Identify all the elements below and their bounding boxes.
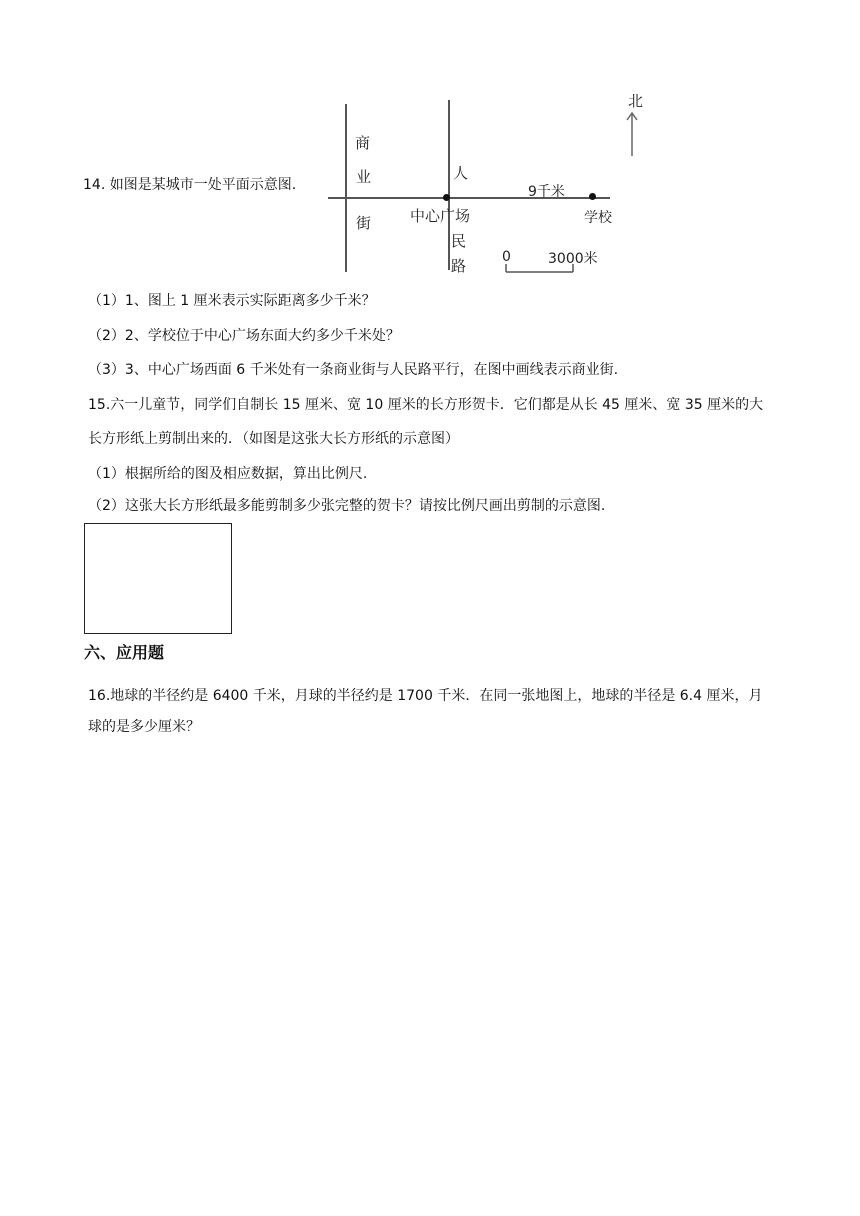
section-6-title: 六、应用题	[84, 643, 165, 662]
peoples-road-char-1: 人	[453, 164, 469, 182]
center-plaza-label: 中心广场	[410, 207, 471, 225]
large-paper-rectangle	[84, 523, 232, 634]
center-plaza-dot	[443, 194, 450, 201]
commercial-street-char-3: 街	[356, 214, 372, 232]
scale-bar	[505, 262, 575, 274]
distance-label: 9千米	[528, 184, 565, 200]
commercial-street-char-1: 商	[355, 134, 371, 152]
school-label: 学校	[584, 210, 612, 226]
q14-sub3: （3）3、中心广场西面 6 千米处有一条商业街与人民路平行，在图中画线表示商业街.	[88, 362, 619, 378]
peoples-road-char-2: 民	[451, 232, 467, 250]
commercial-street-line	[345, 104, 347, 272]
q16-line1: 16.地球的半径约是 6400 千米，月球的半径约是 1700 千米．在同一张地图上，地球的半径是 6.4 厘米，月	[88, 688, 763, 704]
q15-sub2: （2）这张大长方形纸最多能剪制多少张完整的贺卡？请按比例尺画出剪制的示意图.	[88, 498, 606, 514]
north-label: 北	[628, 92, 644, 110]
peoples-road-line	[448, 100, 450, 270]
q16-line2: 球的是多少厘米？	[88, 719, 200, 735]
q15-sub1: （1）根据所给的图及相应数据，算出比例尺.	[88, 466, 368, 482]
commercial-street-char-2: 业	[356, 168, 372, 186]
scale-value-label: 3000米	[548, 251, 598, 267]
scale-zero-label: 0	[502, 249, 511, 265]
north-arrow-icon	[624, 110, 640, 158]
q14-sub2: （2）2、学校位于中心广场东面大约多少千米处？	[88, 328, 400, 344]
school-dot	[589, 193, 596, 200]
q14-intro: 14. 如图是某城市一处平面示意图.	[83, 177, 297, 193]
peoples-road-char-3: 路	[451, 257, 467, 275]
q14-sub1: （1）1、图上 1 厘米表示实际距离多少千米？	[88, 293, 376, 309]
q15-line2: 长方形纸上剪制出来的．（如图是这张大长方形纸的示意图）	[88, 431, 459, 447]
east-west-road-line	[328, 197, 610, 199]
q15-line1: 15.六一儿童节，同学们自制长 15 厘米、宽 10 厘米的长方形贺卡．它们都是从长 45 厘米、宽 35 厘米的大	[88, 397, 764, 413]
